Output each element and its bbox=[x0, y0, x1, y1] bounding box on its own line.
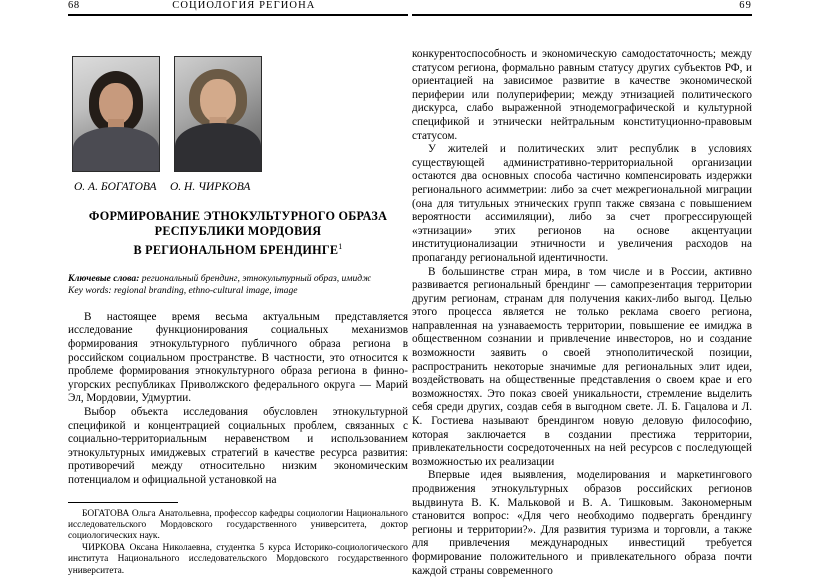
portrait-photo-bogatova bbox=[72, 56, 160, 172]
author-photos bbox=[72, 56, 408, 172]
right-folio: 69 bbox=[739, 0, 752, 11]
header-rule-left bbox=[68, 14, 408, 16]
right-paragraph-4: Впервые идея выявления, моделирования и маркетингового продвижения этнокультурных образов российских регионов выдвинута В. К. Мальковой и В. А. Тишковым. Закономерным становится вопрос: «Для чего необходимо подвергать брендингу регионы и территории?». Для развития туризма и торговли, а также для привлечения международных инвестиций требуется формирование положительного и привлекательного образа почти каждой страны современного bbox=[412, 469, 752, 577]
keywords-ru-label: Ключевые слова: bbox=[68, 273, 140, 285]
left-running-head bbox=[68, 0, 408, 34]
right-paragraph-1: конкурентоспособность и экономическую самодостаточность; между статусом региона, формально равным статусу других субъектов РФ, и ориентацией на зависимое развитие в качестве экономической периферии или полупериферии; между этнизацией политического дискурса, слабо выраженной этнодемографической и культурной спецификой и этнически нейтральным конституционно-правовым статусом. bbox=[412, 48, 752, 142]
footnote-2: ЧИРКОВА Оксана Николаевна, студентка 5 курса Историко-социологического института Национального исследовательского Мордовского государственного университета. bbox=[68, 542, 408, 576]
author-name-1: О. А. БОГАТОВА bbox=[74, 181, 157, 193]
author-names bbox=[74, 181, 408, 193]
footnote-rule bbox=[68, 502, 178, 503]
article-title-line-3 bbox=[68, 239, 408, 258]
keywords-ru-text: региональный брендинг, этнокультурный образ, имидж bbox=[139, 273, 372, 285]
right-page bbox=[412, 0, 752, 580]
keywords-en-label: Key words: bbox=[68, 285, 112, 297]
portrait-photo-chirkova bbox=[174, 56, 262, 172]
left-paragraph-2: Выбор объекта исследования обусловлен этнокультурной спецификой и концентрацией социальных проблем, связанных с социально-территориальным неравенством и использованием этнокультурных имиджевых стратегий в качестве ресурса развития: противоречий между относительно низким экономическим потенциалом и официальной установкой на bbox=[68, 406, 408, 486]
keywords-en-text: regional branding, ethno-cultural image, image bbox=[111, 285, 298, 297]
footnote-1: БОГАТОВА Ольга Анатольевна, профессор кафедры социологии Национального исследовательского Мордовского государственного университета, доктор социологических наук. bbox=[68, 508, 408, 542]
journal-title-left: СОЦИОЛОГИЯ РЕГИОНА bbox=[172, 0, 316, 11]
title-footnote-marker: 1 bbox=[338, 242, 343, 251]
keywords-en bbox=[68, 285, 408, 297]
keywords-block bbox=[68, 273, 408, 298]
left-folio: 68 bbox=[68, 0, 80, 11]
header-rule-right bbox=[412, 14, 752, 16]
article-title bbox=[68, 209, 408, 258]
left-page bbox=[68, 0, 408, 580]
article-title-line-2: РЕСПУБЛИКИ МОРДОВИЯ bbox=[154, 224, 322, 238]
article-title-line-1: ФОРМИРОВАНИЕ ЭТНОКУЛЬТУРНОГО ОБРАЗА bbox=[88, 209, 388, 223]
article-title-line-3-text: В РЕГИОНАЛЬНОМ БРЕНДИНГЕ bbox=[133, 243, 339, 258]
author-name-2: О. Н. ЧИРКОВА bbox=[170, 181, 251, 193]
keywords-ru bbox=[68, 273, 408, 285]
left-paragraph-1: В настоящее время весьма актуальным представляется исследование функционирования социальных механизмов формирования этнокультурного публичного образа региона в российском социальном пространстве. В частности, это относится к проблеме формирования этнокультурного образа региона в финно-угорских республиках Приволжского федерального округа — Марий Эл, Мордовии, Удмуртии. bbox=[68, 310, 408, 405]
right-running-head bbox=[412, 0, 752, 34]
right-paragraph-3: В большинстве стран мира, в том числе и в России, активно развивается региональный брендинг — самопрезентация территории другим регионам, странам для получения каких-либо выгод. Целью этого процесса является не только реклама своего региона, направленная на узнаваемость территории, повышение ее имиджа в общественном сознании и привлечение инвесторов, но и создание возможности заявить о своей этнополитической позиции, распространить некоторые значимые для региональных элит идеи, воздействовать на общественные представления о своем крае и его возможностях. Это показ своей уникальности, стремление выделить себя среди других, создав себя в выгодном свете. Л. Б. Гацалова и Л. К. Гостиева называют брендингом новую деловую философию, которая заключается в создании престижа территории, привлекательности сосредоточенных на ней ресурсов с последующей возможностью их реализации bbox=[412, 265, 752, 468]
right-paragraph-2: У жителей и политических элит республик в условиях существующей административно-территориальной организации остаются два основных способа частично компенсировать издержки регионального асимметрии: либо за счет межрегиональной миграции (она для титульных этнических групп также связана с повышением вероятности ассимиляции), либо за счет прогрессирующей «этнизации» этих регионов на основе акцентуации институционализации этничности и увеличения расходов на пропаганду региональной идентичности. bbox=[412, 143, 752, 264]
